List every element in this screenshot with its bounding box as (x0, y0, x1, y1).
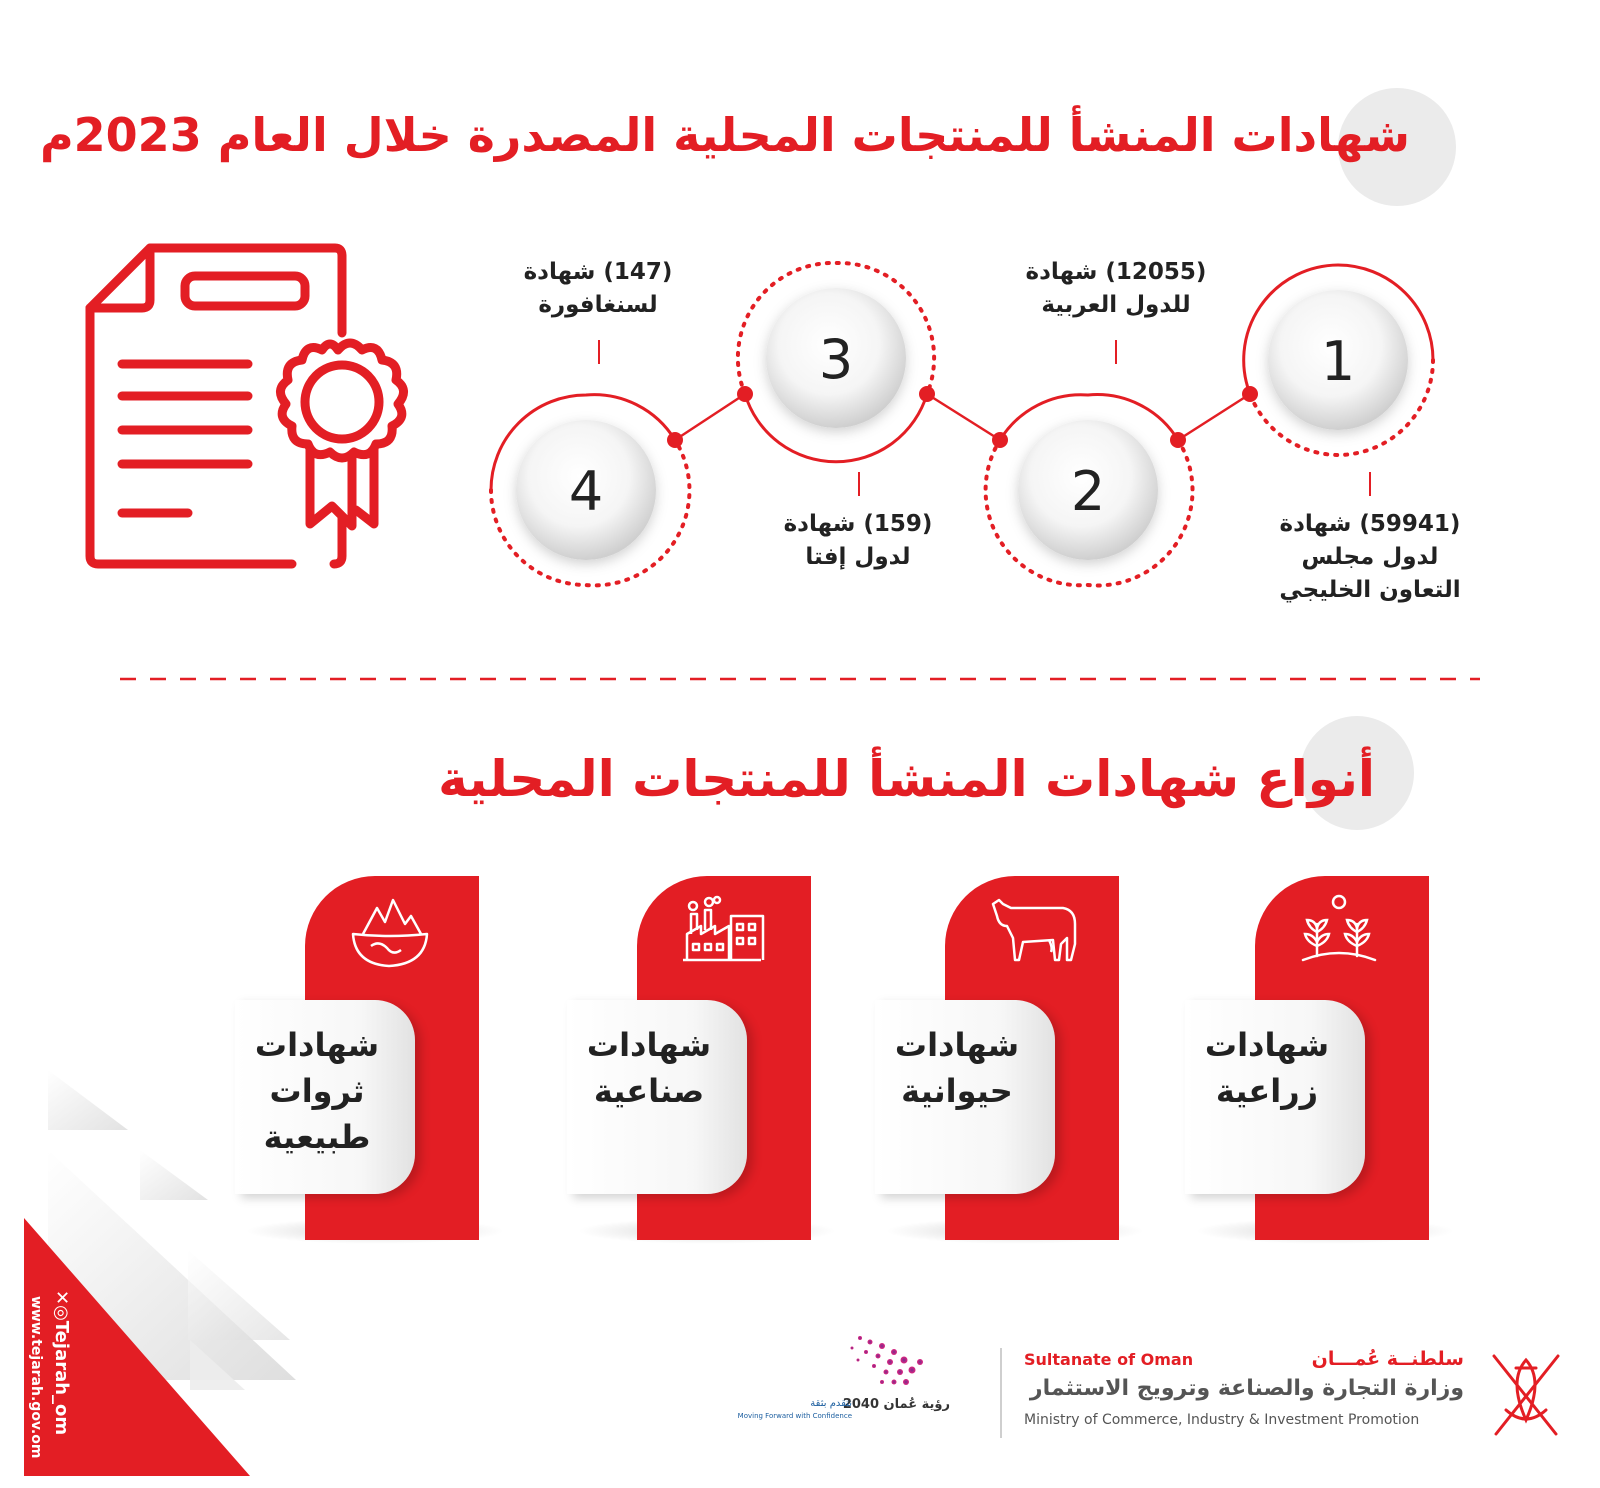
card-line1: شهادات (254, 1026, 380, 1064)
sultanate-en: Sultanate of Oman (1024, 1350, 1194, 1369)
step-desc-1b: التعاون الخليجي (1279, 577, 1461, 603)
ministry-ar: وزارة التجارة والصناعة وترويج الاستثمار (1029, 1376, 1464, 1401)
type-card-1 (1204, 876, 1429, 1246)
vision-2040-logo (737, 1328, 970, 1428)
factory-icon (681, 894, 769, 970)
type-card-3 (586, 876, 811, 1246)
step-number-4: 4 (568, 460, 604, 523)
tick-step-2 (1115, 340, 1117, 364)
step-count-4: (147) شهادة (523, 259, 673, 285)
oman-emblem (1486, 1350, 1566, 1440)
step-label-2 (1016, 256, 1216, 322)
card-line2: صناعية (593, 1072, 705, 1110)
plants-icon (1299, 894, 1387, 970)
tick-step-3 (858, 472, 860, 496)
page-title: شهادات المنشأ للمنتجات المحلية المصدرة خلال العام 2023م (39, 108, 1410, 162)
card-line1: شهادات (586, 1026, 712, 1064)
card-text (227, 1022, 407, 1160)
step-count-3: (159) شهادة (783, 511, 933, 537)
website-link[interactable]: www.tejarah.gov.om (28, 1296, 44, 1459)
step-number-3: 3 (818, 328, 854, 391)
step-label-1 (1270, 508, 1470, 607)
certificate-icon (80, 238, 420, 578)
card-text (867, 1022, 1047, 1114)
card-line1: شهادات (894, 1026, 1020, 1064)
social-handle-text: Tejarah_om (51, 1320, 72, 1436)
vision-text: رؤية عُمان 2040 (842, 1397, 950, 1412)
card-line1: شهادات (1204, 1026, 1330, 1064)
step-number-1: 1 (1320, 330, 1356, 393)
step-desc-4: لسنغافورة (538, 292, 658, 318)
card-text (1177, 1022, 1357, 1114)
step-count-2: (12055) شهادة (1025, 259, 1207, 285)
types-title: أنواع شهادات المنشأ للمنتجات المحلية (438, 750, 1375, 808)
sultanate-ar: سلطنــة عُمـــان (1311, 1348, 1464, 1370)
cow-icon (989, 894, 1077, 970)
card-line2: ثروات (269, 1072, 365, 1110)
card-line2: زراعية (1215, 1072, 1319, 1110)
tick-step-4 (598, 340, 600, 364)
step-desc-3: لدول إفتا (805, 544, 911, 570)
ministry-block (1024, 1350, 1464, 1440)
vision-slogan-en: Moving Forward with Confidence (737, 1412, 852, 1420)
footer-separator (1000, 1348, 1002, 1438)
step-number-2: 2 (1070, 460, 1106, 523)
vision-slogan-ar: نتقدم بثقة (810, 1398, 852, 1409)
social-handle[interactable] (44, 1290, 72, 1436)
section-divider (120, 676, 1480, 682)
ministry-en: Ministry of Commerce, Industry & Investment Promotion (1024, 1412, 1420, 1428)
type-card-2 (894, 876, 1119, 1246)
step-desc-2: للدول العربية (1041, 292, 1191, 318)
x-icon: ✕◎ (51, 1290, 72, 1321)
step-count-1: (59941) شهادة (1279, 511, 1461, 537)
card-text (559, 1022, 739, 1114)
card-line3: طبيعية (263, 1118, 371, 1156)
card-line2: حيوانية (901, 1072, 1013, 1110)
type-card-4 (254, 876, 479, 1246)
step-label-3 (758, 508, 958, 574)
step-label-4 (498, 256, 698, 322)
mountains-icon (349, 894, 437, 970)
step-desc-1a: لدول مجلس (1301, 544, 1439, 570)
tick-step-1 (1369, 472, 1371, 496)
